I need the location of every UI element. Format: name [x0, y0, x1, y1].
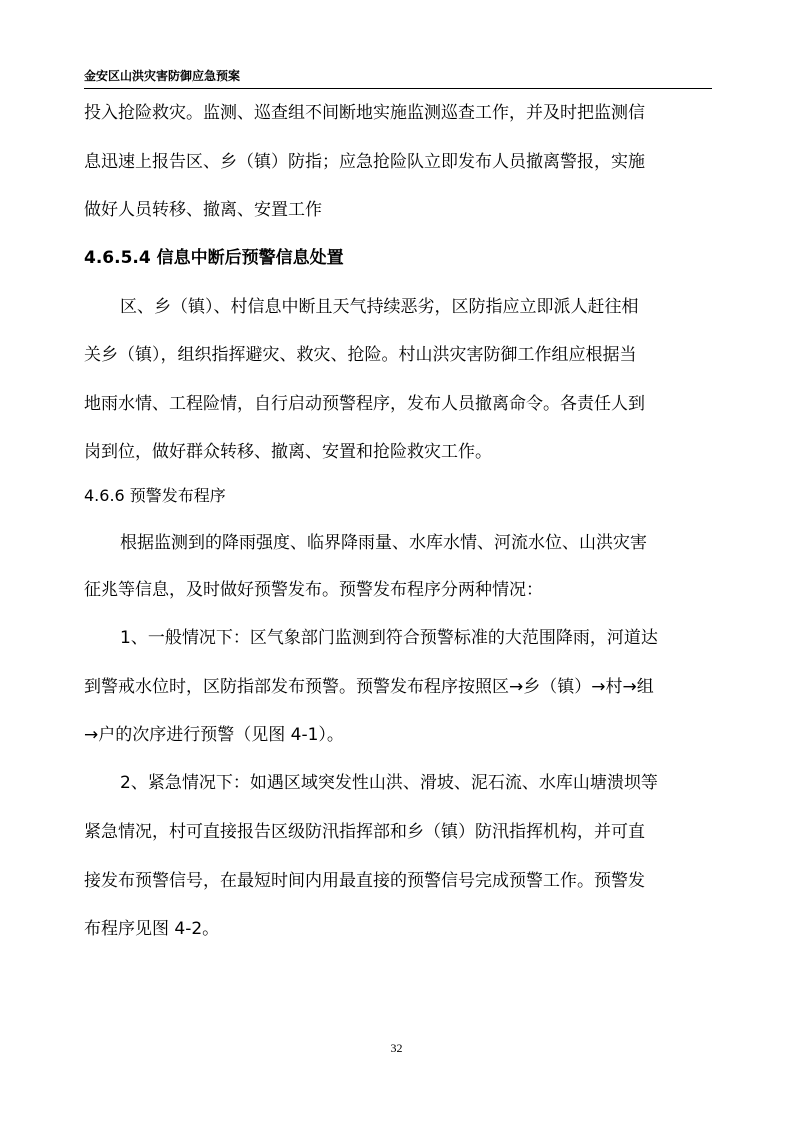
body-line: 到警戒水位时，区防指部发布预警。预警发布程序按照区→乡（镇）→村→组 [84, 677, 654, 697]
body-line: 征兆等信息，及时做好预警发布。预警发布程序分两种情况： [84, 580, 543, 600]
body-line: 地雨水情、工程险情，自行启动预警程序，发布人员撤离命令。各责任人到 [84, 394, 645, 414]
body-line: 紧急情况，村可直接报告区级防汛指挥部和乡（镇）防汛指挥机构，并可直 [84, 822, 645, 842]
body-line: 区、乡（镇）、村信息中断且天气持续恶劣，区防指应立即派人赶往相 [120, 297, 639, 317]
body-line: 岗到位，做好群众转移、撤离、安置和抢险救灾工作。 [84, 442, 492, 462]
section-heading-4-6-5-4: 4.6.5.4 信息中断后预警信息处置 [84, 248, 344, 268]
body-line: 2、紧急情况下：如遇区域突发性山洪、滑坡、泥石流、水库山塘溃坝等 [120, 773, 658, 793]
body-line: 接发布预警信号，在最短时间内用最直接的预警信号完成预警工作。预警发 [84, 871, 645, 891]
header-divider [84, 88, 712, 89]
body-line: 布程序见图 4-2。 [84, 919, 220, 939]
body-line: →户的次序进行预警（见图 4-1）。 [84, 725, 344, 745]
page-number: 32 [390, 1041, 403, 1055]
body-line: 1、一般情况下：区气象部门监测到符合预警标准的大范围降雨，河道达 [120, 628, 658, 648]
body-line: 息迅速上报告区、乡（镇）防指；应急抢险队立即发布人员撤离警报，实施 [84, 152, 645, 172]
page-header-title: 金安区山洪灾害防御应急预案 [84, 69, 241, 83]
body-line: 关乡（镇），组织指挥避灾、救灾、抢险。村山洪灾害防御工作组应根据当 [84, 345, 637, 365]
section-heading-4-6-6: 4.6.6 预警发布程序 [84, 486, 226, 505]
body-line: 投入抢险救灾。监测、巡查组不间断地实施监测巡查工作，并及时把监测信 [84, 103, 645, 123]
body-line: 根据监测到的降雨强度、临界降雨量、水库水情、河流水位、山洪灾害 [120, 533, 647, 553]
body-line: 做好人员转移、撤离、安置工作 [84, 200, 322, 220]
